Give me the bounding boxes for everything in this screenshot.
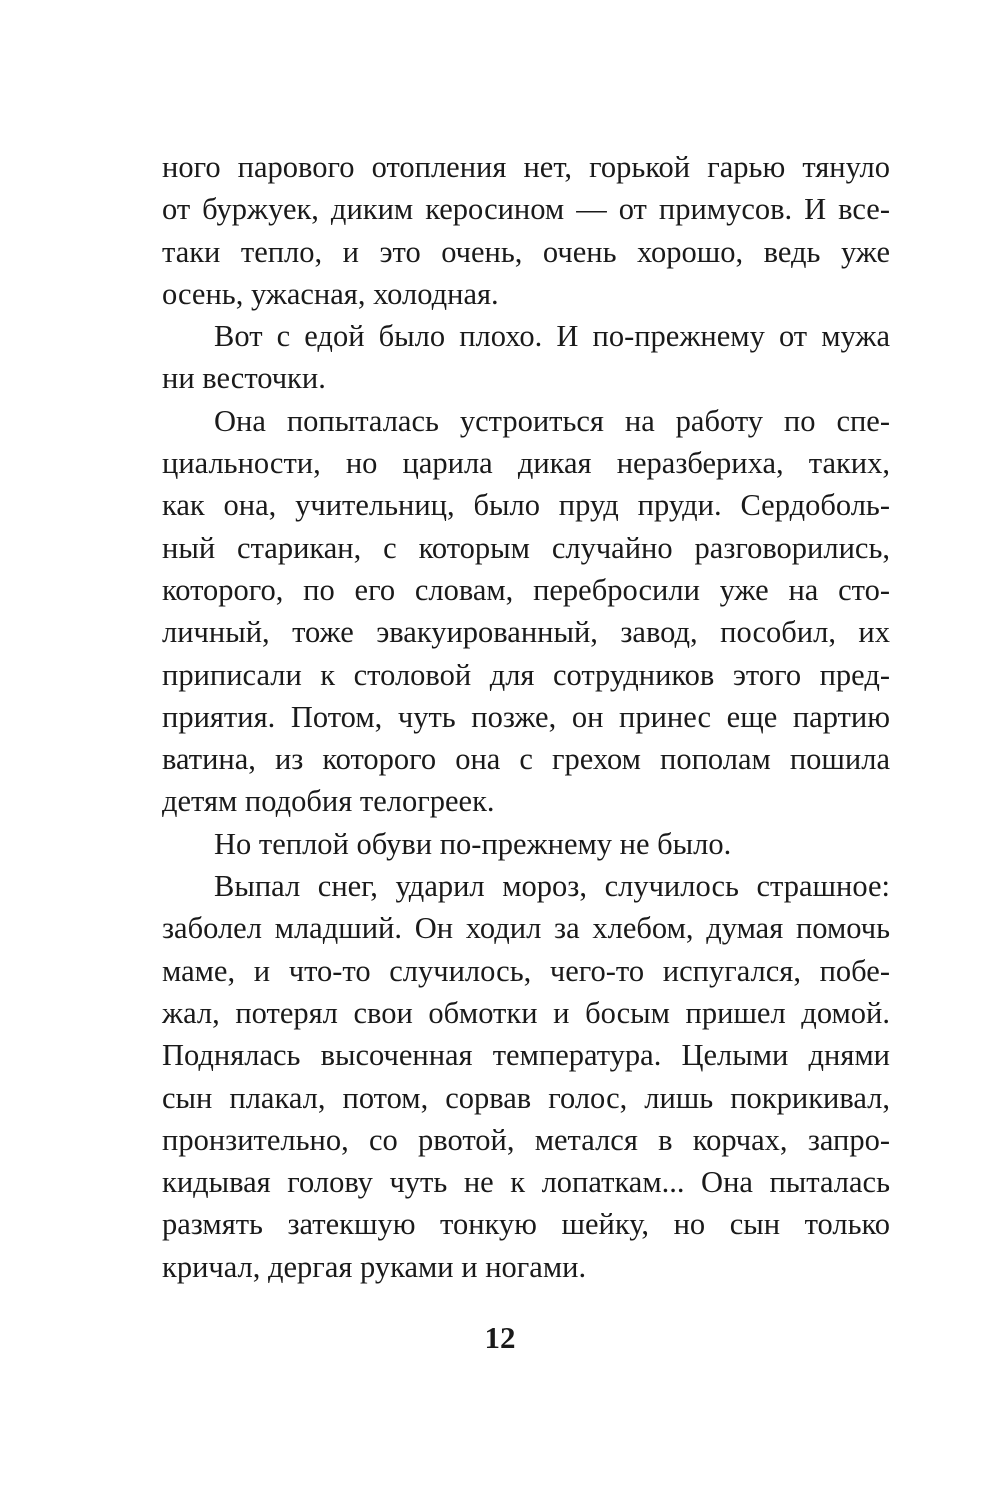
paragraph xyxy=(162,865,890,1288)
text-line: Она попыталась устроиться на работу по спе- xyxy=(214,403,890,438)
paragraph xyxy=(162,400,890,823)
text-line: приписали к столовой для сотрудников этого пред- xyxy=(162,657,890,692)
text-line: Но теплой обуви по-прежнему не было. xyxy=(214,826,732,861)
page-number: 12 xyxy=(484,1320,516,1355)
text-line: осень, ужасная, холодная. xyxy=(162,276,499,311)
text-line: Вот с едой было плохо. И по-прежнему от мужа xyxy=(214,319,890,354)
text-line: жал, потерял свои обмотки и босым пришел домой. xyxy=(162,995,890,1030)
paragraph xyxy=(162,315,890,400)
text-line: личный, тоже эвакуированный, завод, пособил, их xyxy=(162,615,890,650)
text-line: от буржуек, диким керосином — от примусов. И все- xyxy=(162,192,890,227)
text-line: как она, учительниц, было пруд пруди. Сердоболь- xyxy=(162,488,890,523)
page-body xyxy=(162,146,890,1288)
text-line: ни весточки. xyxy=(162,361,326,396)
text-line: ватина, из которого она с грехом пополам пошила xyxy=(162,742,890,777)
paragraph xyxy=(162,146,890,315)
text-line: ный старикан, с которым случайно разговорились, xyxy=(162,530,890,565)
text-line: которого, по его словам, перебросили уже на сто- xyxy=(162,572,890,607)
text-line: Поднялась высоченная температура. Целыми днями xyxy=(162,1038,890,1073)
text-line: размять затекшую тонкую шейку, но сын только xyxy=(162,1207,890,1242)
text-line: заболел младший. Он ходил за хлебом, думая помочь xyxy=(162,911,890,946)
text-line: Выпал снег, ударил мороз, случилось страшное: xyxy=(214,869,890,904)
paragraph xyxy=(162,823,890,865)
text-line: кричал, дергая руками и ногами. xyxy=(162,1249,587,1284)
text-line: сын плакал, потом, сорвав голос, лишь покрикивал, xyxy=(162,1080,890,1115)
text-line: циальности, но царила дикая неразбериха, таких, xyxy=(162,446,890,481)
text-line: пронзительно, со рвотой, метался в корчах, запро- xyxy=(162,1122,890,1157)
text-line: приятия. Потом, чуть позже, он принес еще партию xyxy=(162,699,890,734)
text-line: ного парового отопления нет, горькой гарью тянуло xyxy=(162,150,890,184)
text-line: таки тепло, и это очень, очень хорошо, ведь уже xyxy=(162,234,890,269)
text-line: кидывая голову чуть не к лопаткам... Она пыталась xyxy=(162,1165,890,1200)
text-line: маме, и что-то случилось, чего-то испугался, побе- xyxy=(162,953,890,988)
text-line: детям подобия телогреек. xyxy=(162,784,495,819)
